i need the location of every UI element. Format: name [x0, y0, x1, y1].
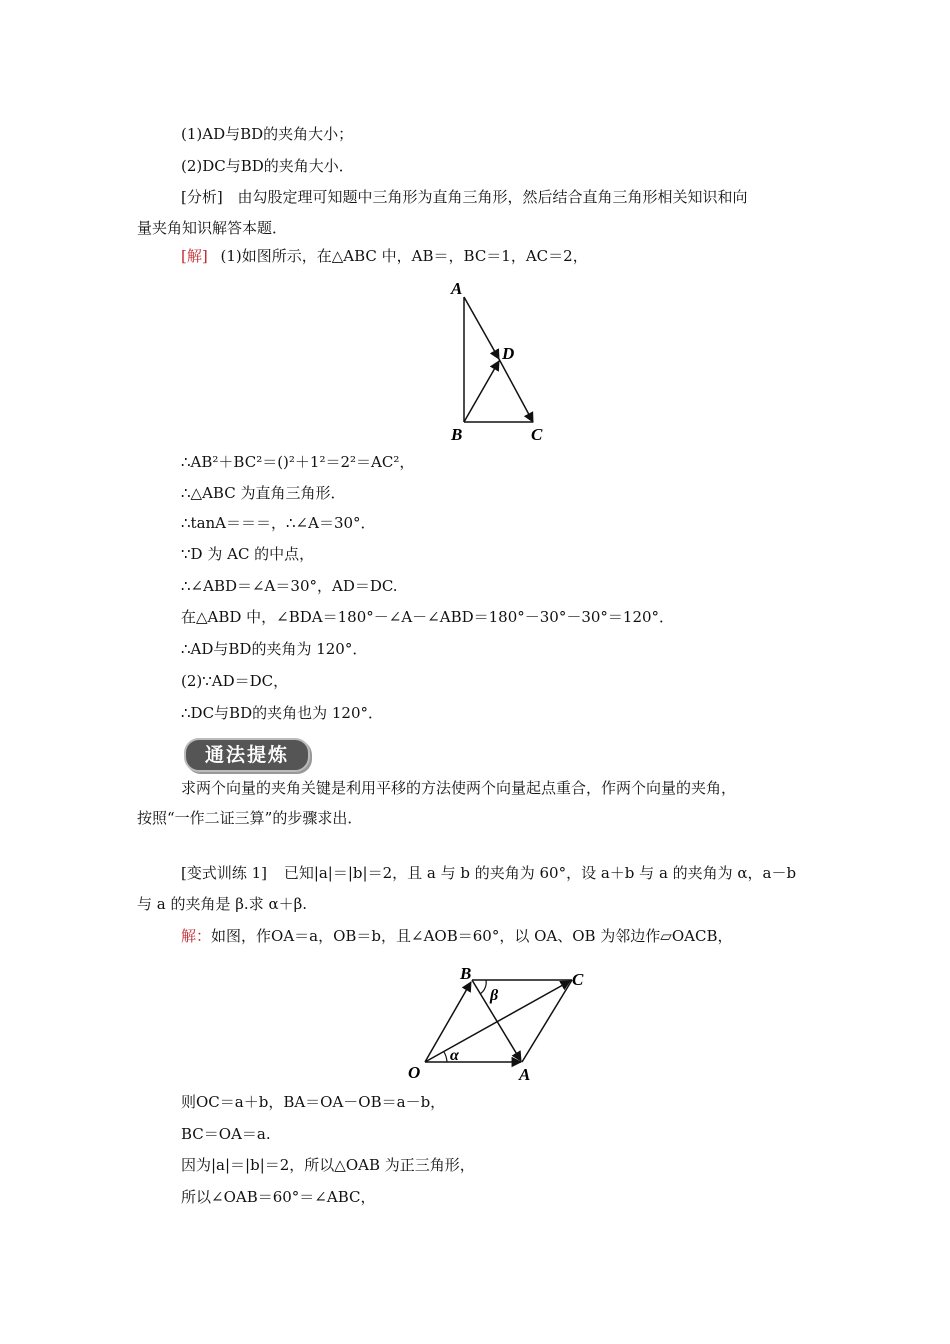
label-b: B — [451, 425, 463, 444]
angle-beta-arc — [480, 980, 486, 994]
analysis-line-1 — [181, 187, 748, 207]
exercise-line-1 — [181, 863, 796, 883]
step-6: 在△ABD 中，∠BDA＝180°－∠A－∠ABD＝180°－30°－30°＝120°． — [181, 608, 675, 626]
analysis-text-1: 由勾股定理可知题中三角形为直角三角形，然后结合直角三角形相关知识和向 — [237, 188, 748, 206]
analysis-tag: [分析] — [181, 188, 223, 206]
label-o: O — [408, 1063, 421, 1082]
vector-dc — [499, 359, 533, 422]
answer-line-5: 所以∠OAB＝60°＝∠ABC， — [181, 1188, 376, 1206]
step-1: ∴AB²＋BC²＝()²＋1²＝2²＝AC²， — [181, 453, 415, 471]
answer-text-1: 如图，作OA＝a，OB＝b，且∠AOB＝60°，以 OA、OB 为邻边作▱OACB， — [211, 927, 733, 945]
answer-line-3: BC＝OA＝a. — [181, 1125, 271, 1143]
answer-line-4: 因为|a|＝|b|＝2，所以△OAB 为正三角形， — [181, 1156, 475, 1174]
step-5: ∴∠ABD＝∠A＝30°，AD＝DC. — [181, 577, 398, 595]
method-line-2: 按照“一作二证三算”的步骤求出． — [137, 809, 363, 827]
answer-line-2: 则OC＝a＋b，BA＝OA－OB＝a－b， — [181, 1093, 446, 1111]
label-d: D — [502, 344, 515, 363]
step-4: ∵D 为 AC 的中点， — [181, 545, 315, 563]
question-2: (2)DC与BD的夹角大小． — [181, 157, 354, 175]
analysis-line-2: 量夹角知识解答本题． — [137, 219, 288, 237]
parallelogram-figure — [402, 960, 602, 1085]
vector-bd — [464, 361, 499, 422]
step-9: ∴DC与BD的夹角也为 120°． — [181, 704, 383, 722]
label-alpha: α — [450, 1047, 459, 1064]
question-1: (1)AD与BD的夹角大小； — [181, 125, 354, 143]
solution-tag: [解] — [181, 247, 208, 265]
solution-text-1: (1)如图所示，在△ABC 中，AB＝，BC＝1，AC＝2， — [220, 247, 588, 265]
label-a: A — [519, 1065, 531, 1084]
step-8: (2)∵AD＝DC， — [181, 672, 289, 690]
answer-line-1 — [181, 926, 732, 946]
step-7: ∴AD与BD的夹角为 120°． — [181, 640, 368, 658]
answer-tag: 解： — [181, 927, 212, 945]
method-badge: 通法提炼 — [184, 738, 310, 772]
step-3: ∴tanA＝＝＝，∴∠A＝30°． — [181, 514, 376, 532]
exercise-tag: [变式训练 1] — [181, 864, 268, 882]
side-ac — [522, 980, 572, 1062]
label-a: A — [451, 279, 463, 298]
label-c: C — [572, 970, 584, 989]
vector-ad — [464, 297, 499, 359]
exercise-line-2: 与 a 的夹角是 β.求 α＋β. — [137, 895, 308, 913]
label-c: C — [531, 425, 543, 444]
triangle-figure — [445, 275, 555, 445]
label-beta: β — [490, 987, 499, 1004]
step-2: ∴△ABC 为直角三角形． — [181, 484, 346, 502]
method-line-1: 求两个向量的夹角关键是利用平移的方法使两个向量起点重合，作两个向量的夹角， — [181, 779, 737, 797]
angle-alpha-arc — [444, 1052, 447, 1062]
label-b: B — [460, 964, 472, 983]
exercise-text-1: 已知|a|＝|b|＝2，且 a 与 b 的夹角为 60°，设 a＋b 与 a 的夹角为 α，a－b — [283, 864, 797, 882]
solution-line-1 — [181, 246, 588, 266]
